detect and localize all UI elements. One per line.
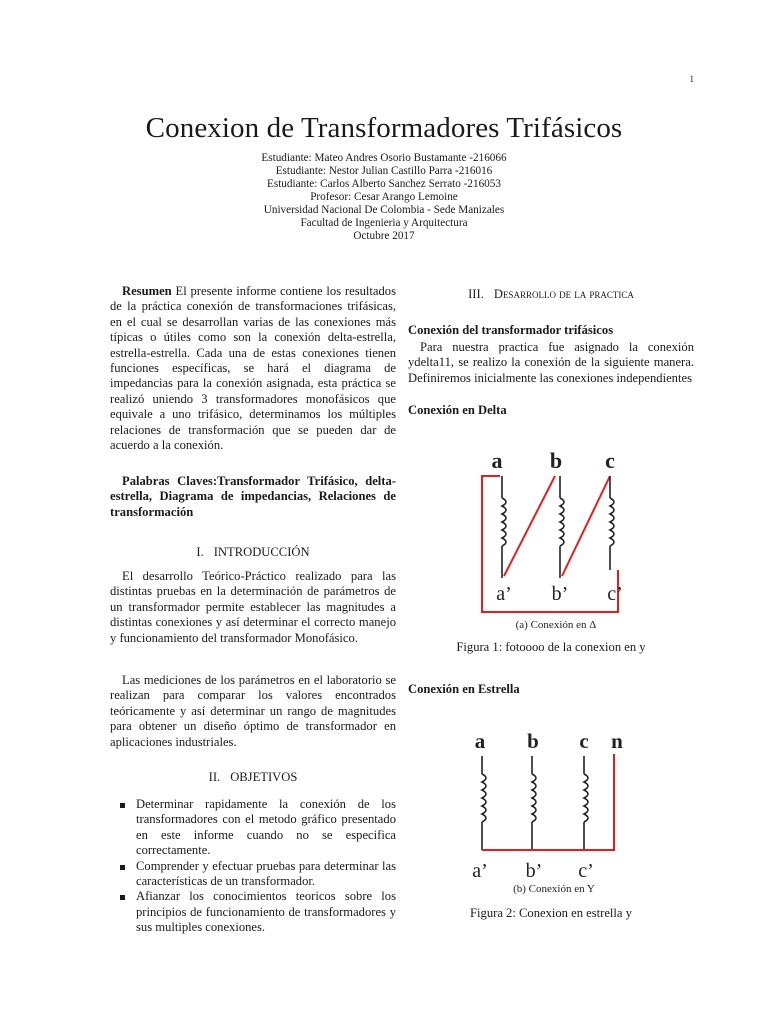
section-heading-introduction <box>110 545 396 560</box>
star-label-a-prime: a’ <box>472 860 488 882</box>
delta-label-c: c <box>605 448 615 473</box>
author-block <box>0 152 768 243</box>
list-item-text: Afianzar los conocimientos teoricos sobre los principios de funcionamiento de transformadores y sus multiples conexiones. <box>136 889 396 935</box>
delta-label-b: b <box>549 448 563 473</box>
subheading-estrella: Conexión en Estrella <box>408 682 520 696</box>
star-label-b-prime: b’ <box>525 860 543 882</box>
list-item <box>110 889 396 935</box>
section-number: II. <box>208 770 221 784</box>
star-subcaption: (b) Conexión en Y <box>513 883 595 895</box>
section-heading-objetivos <box>110 770 396 785</box>
star-neutral-wiring <box>482 754 614 850</box>
subheading-conexion-transformador: Conexión del transformador trifásicos <box>408 323 614 337</box>
delta-coils <box>502 476 614 578</box>
section-number: III. <box>468 287 484 301</box>
list-item-text: Determinar rapidamente la conexión de los transformadores con el metodo gráfico presentado en este informe cuando no se especifica correctamente. <box>136 797 396 858</box>
section-title: Desarrollo de la practica <box>493 287 634 301</box>
date-line: Octubre 2017 <box>353 230 415 242</box>
bullet-icon <box>120 865 125 870</box>
star-label-b: b <box>527 729 539 753</box>
list-item-text: Comprender y efectuar pruebas para determinar las características de un transformador. <box>136 858 396 889</box>
star-connection-figure <box>462 724 642 896</box>
professor-line: Profesor: Cesar Arango Lemoine <box>310 191 458 203</box>
star-coils <box>482 756 588 850</box>
star-label-n: n <box>611 729 623 753</box>
objectives-list <box>110 797 396 936</box>
bullet-icon <box>120 895 125 900</box>
star-label-c: c <box>579 729 589 753</box>
faculty-line: Facultad de Ingenieria y Arquitectura <box>300 217 468 229</box>
abstract-label: Resumen <box>122 284 172 298</box>
list-item <box>110 797 396 859</box>
section-number: I. <box>196 545 204 559</box>
abstract-text: El presente informe contiene los resultados de la práctica conexión de transformaciones trifásicas, en el cual se desarrollan varias de las conexiones más típicas o útiles como son la conexión delta-estrella, estrella-estrella. Cada una de estas conexiones tienen funciones específicas, se hará el diagrama de impedancias para la conexión asignada, esta práctica se realizó uniendo 3 transformadores monofásicos que equivale a uno trifásico, determinamos los múltiples relaciones de transformación que se pueden dar de acuerdo a la conexión. <box>110 284 396 453</box>
author-line: Estudiante: Nestor Julian Castillo Parra -216016 <box>275 165 493 177</box>
paper-title: Conexion de Transformadores Trifásicos <box>145 112 623 144</box>
delta-subcaption: (a) Conexión en Δ <box>515 619 597 631</box>
paragraph-text: Para nuestra practica fue asignado la conexión ydelta11, se realizo la conexión de la siguiente manera. Definiremos inicialmente las conexiones independientes <box>408 340 694 385</box>
author-line: Estudiante: Mateo Andres Osorio Bustamante -216066 <box>261 152 507 164</box>
delta-connection-figure <box>470 440 650 634</box>
list-item <box>110 859 396 890</box>
section-title: INTRODUCCIÓN <box>213 545 310 559</box>
paragraph-text: El desarrollo Teórico-Práctico realizado para las distintas pruebas en la determinación de parámetros de un transformador permite establecer las magnitudes a distintas conexiones y así determinar el correcto manejo y funcionamiento del transformador Monofásico. <box>110 569 396 645</box>
intro-paragraph-1 <box>110 569 396 646</box>
star-label-a: a <box>474 729 486 753</box>
keywords <box>110 474 396 520</box>
author-line: Estudiante: Carlos Alberto Sanchez Serrato -216053 <box>267 178 501 190</box>
paragraph-text: Las mediciones de los parámetros en el laboratorio se realizan para comparar los valores encontrados teóricamente y así determinar un rango de magnitudes para obtener un diseño óptimo de transformador en aplicaciones industriales. <box>110 673 396 749</box>
bullet-icon <box>120 803 125 808</box>
delta-label-b-prime: b’ <box>551 583 569 605</box>
page-number: 1 <box>689 74 694 84</box>
section-title: OBJETIVOS <box>230 770 298 784</box>
delta-label-c-prime: c’ <box>607 583 623 605</box>
delta-label-a: a <box>491 448 503 473</box>
subheading-delta: Conexión en Delta <box>408 403 507 417</box>
section-heading-desarrollo <box>408 287 694 302</box>
figure-2-caption: Figura 2: Conexion en estrella y <box>470 906 632 920</box>
delta-label-a-prime: a’ <box>496 583 512 605</box>
keywords-text: Palabras Claves:Transformador Trifásico, delta-estrella, Diagrama de impedancias, Relaciones de transformación <box>110 474 396 519</box>
university-line: Universidad Nacional De Colombia - Sede Manizales <box>263 204 505 216</box>
intro-paragraph-2 <box>110 673 396 750</box>
development-paragraph <box>408 340 694 386</box>
star-label-c-prime: c’ <box>578 860 594 882</box>
abstract <box>110 284 396 453</box>
figure-1-caption: Figura 1: fotoooo de la conexion en y <box>456 640 646 654</box>
